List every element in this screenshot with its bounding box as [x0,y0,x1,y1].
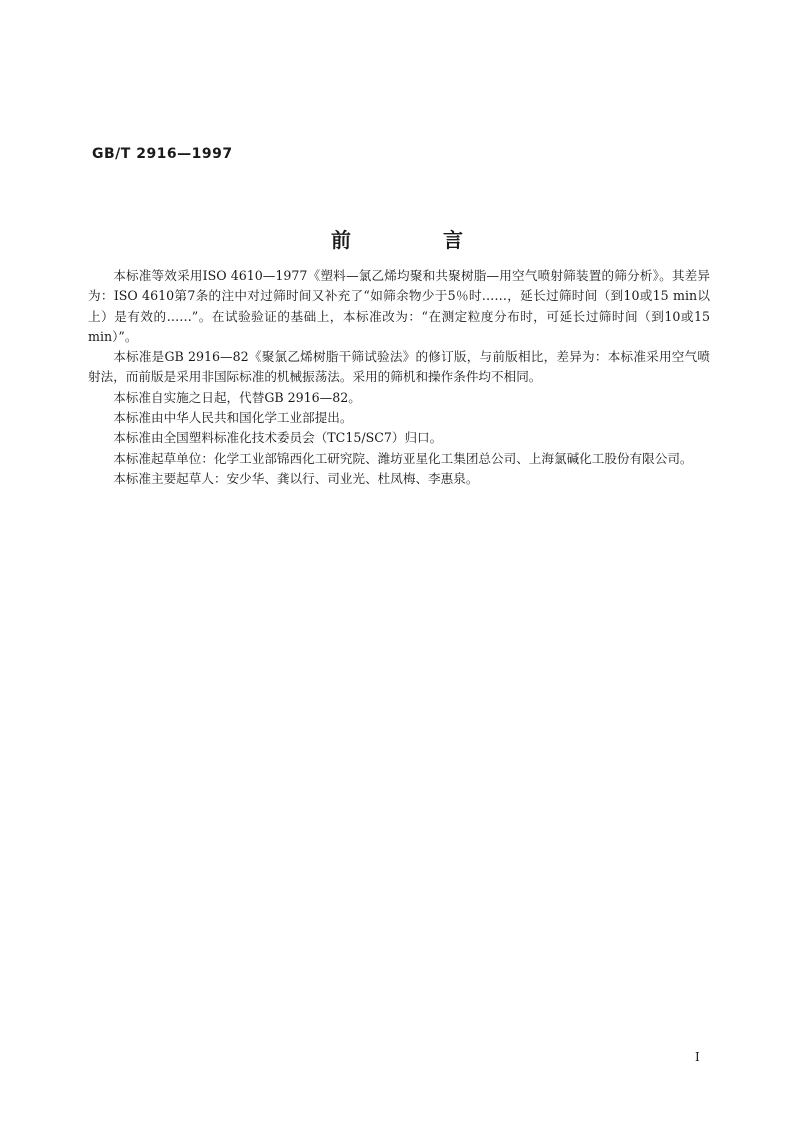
page-title: 前 言 [331,228,499,252]
page-number: I [695,1050,700,1064]
paragraph-drafters: 本标准主要起草人：安少华、龚以行、司业光、杜凤梅、李惠泉。 [113,470,479,486]
paragraph-proposer: 本标准由中华人民共和国化学工业部提出。 [113,410,353,426]
paragraph-equivalence: 本标准等效采用ISO 4610—1977《塑料—氯乙烯均聚和共聚树脂—用空气喷射筛装置的筛分析》。其差异为：ISO 4610第7条的注中对过筛时间又补充了“如筛余物少于5％时……，延长过筛时间（到10或15 min以上）是有效的……”。在试验验证的基础上，本标准改为：“在测定粒度分布时，可延长过筛时间（到10或15 min）”。 [88,268,710,344]
paragraph-drafting-units: 本标准起草单位：化学工业部锦西化工研究院、潍坊亚星化工集团总公司、上海氯碱化工股份有限公司。 [113,450,693,466]
foreword-body [88,266,710,489]
document-code: GB/T 2916—1997 [92,146,233,162]
paragraph-replacement: 本标准自实施之日起，代替GB 2916—82。 [113,389,361,405]
paragraph-revision: 本标准是GB 2916—82《聚氯乙烯树脂干筛试验法》的修订版，与前版相比，差异为：本标准采用空气喷射法，而前版是采用非国际标准的机械振荡法。采用的筛机和操作条件均不相同。 [88,349,710,385]
paragraph-committee: 本标准由全国塑料标准化技术委员会（TC15/SC7）归口。 [113,430,443,446]
